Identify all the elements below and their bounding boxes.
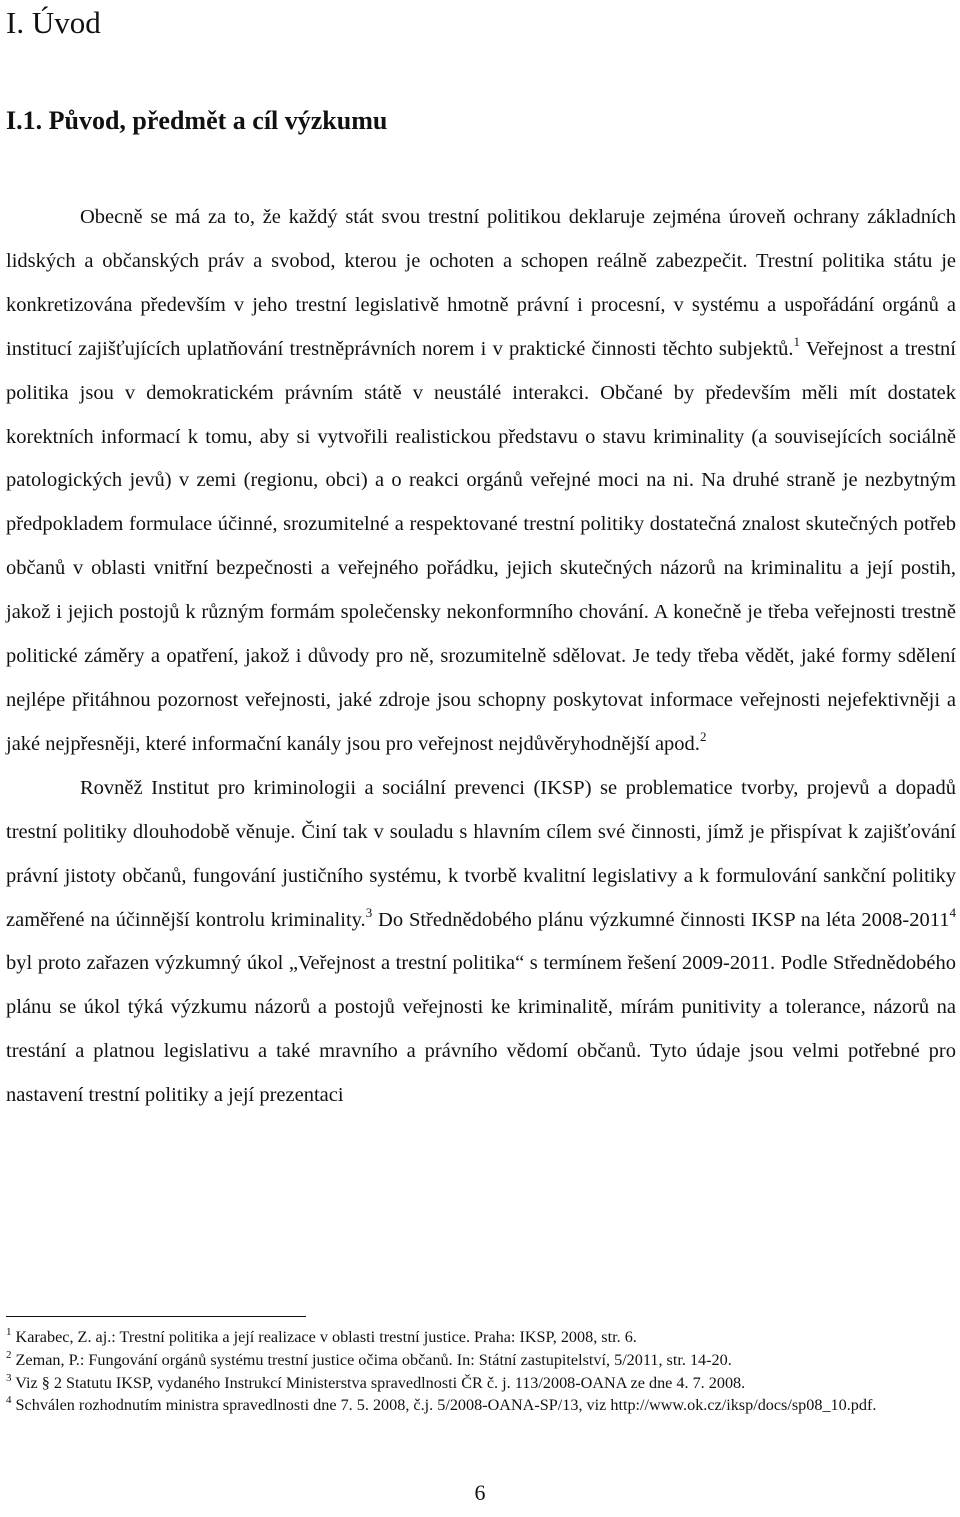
paragraph bbox=[6, 196, 956, 767]
footnote-text: Zeman, P.: Fungování orgánů systému trestní justice očima občanů. In: Státní zastupitelství, 5/2011, str. 14-20. bbox=[11, 1350, 732, 1369]
page-number: 6 bbox=[474, 1480, 486, 1505]
paragraph-text: Obecně se má za to, že každý stát svou trestní politikou deklaruje zejména úroveň ochrany základních lidských a občanských práv a svobod, kterou je ochoten a schopen reálně zabezpečit. Trestní politika státu je konkretizována především v jeho trestní legislativě hmotně právní i procesní, v systému a uspořádání orgánů a institucí zajišťujících uplatňování trestněprávních norem i v praktické činnosti těchto subjektů. bbox=[6, 206, 956, 360]
footnote-text[interactable]: Schválen rozhodnutím ministra spravedlnosti dne 7. 5. 2008, č.j. 5/2008-OANA-SP/13, viz http://www.ok.cz/iksp/docs/sp08_10.pdf. bbox=[11, 1396, 877, 1415]
footnote-divider bbox=[6, 1316, 306, 1317]
chapter-heading: I. Úvod bbox=[6, 5, 101, 40]
footnote-text: Viz § 2 Statutu IKSP, vydaného Instrukcí Ministerstva spravedlnosti ČR č. j. 113/2008-OANA ze dne 4. 7. 2008. bbox=[11, 1373, 746, 1392]
footnote-ref[interactable]: 3 bbox=[365, 904, 373, 920]
footnote-number: 1 bbox=[6, 1326, 12, 1338]
footnote bbox=[6, 1394, 956, 1417]
footnote-ref[interactable]: 4 bbox=[949, 904, 956, 920]
footnote-number: 3 bbox=[6, 1371, 12, 1384]
footnote bbox=[6, 1326, 956, 1349]
footnotes bbox=[6, 1326, 956, 1417]
paragraph bbox=[6, 767, 956, 1118]
footnote-number: 4 bbox=[6, 1394, 12, 1407]
footnote-number: 2 bbox=[6, 1348, 12, 1361]
footnote-text: Karabec, Z. aj.: Trestní politika a její realizace v oblasti trestní justice. Praha: IKSP, 2008, str. 6. bbox=[11, 1328, 637, 1346]
footnote bbox=[6, 1349, 956, 1372]
paragraph-text: Rovněž Institut pro kriminologii a sociální prevenci (IKSP) se problematice tvorby, projevů a dopadů trestní politiky dlouhodobě věnuje. Činí tak v souladu s hlavním cílem své činnosti, jímž je přispívat k zajišťování právní jistoty občanů, fungování justičního systému, k tvorbě kvalitní legislativy a k formulování sankční politiky zaměřené na účinnější kontrolu kriminality. bbox=[6, 776, 956, 931]
footnote-ref[interactable]: 2 bbox=[699, 728, 707, 744]
paragraph-text: Veřejnost a trestní politika jsou v demokratickém právním státě v neustálé interakci. Občané by především měli mít dostatek korektních informací k tomu, aby si vytvořili realistickou představu o stavu kriminality (a souvisejících sociálně patologických jevů) v zemi (regionu, obci) a o reakci orgánů veřejné moci na ni. Na druhé straně je nezbytným předpokladem formulace účinné, srozumitelné a respektované trestní politiky dostatečná znalost skutečných potřeb občanů v oblasti vnitřní bezpečnosti a veřejného pořádku, jejich skutečných názorů na kriminalitu a její postih, jakož i jejich postojů k různým formám společensky nekonformního chování. A konečně je třeba veřejnosti trestně politické záměry a opatření, jakož i důvody pro ně, srozumitelně sdělovat. Je tedy třeba vědět, jaké formy sdělení nejlépe přitáhnou pozornost veřejnosti, jaké zdroje jsou schopny poskytovat informace veřejnosti nejefektivněji a jaké nejpřesněji, které informační kanály jsou pro veřejnost nejdůvěryhodnější apod. bbox=[6, 337, 956, 755]
section-heading: I.1. Původ, předmět a cíl výzkumu bbox=[6, 106, 388, 135]
footnote-ref[interactable]: 1 bbox=[793, 333, 800, 349]
paragraph-text: Do Střednědobého plánu výzkumné činnosti IKSP na léta 2008-2011 bbox=[372, 908, 950, 931]
paragraph-text: byl proto zařazen výzkumný úkol „Veřejnost a trestní politika“ s termínem řešení 2009-2011. Podle Střednědobého plánu se úkol týká výzkumu názorů a postojů veřejnosti ke kriminalitě, mírám punitivity a tolerance, názorů na trestání a platnou legislativu a také mravního a právního vědomí občanů. Tyto údaje jsou velmi potřebné pro nastavení trestní politiky a její prezentaci bbox=[6, 952, 956, 1107]
body-text bbox=[6, 196, 956, 1118]
footnote bbox=[6, 1372, 956, 1395]
